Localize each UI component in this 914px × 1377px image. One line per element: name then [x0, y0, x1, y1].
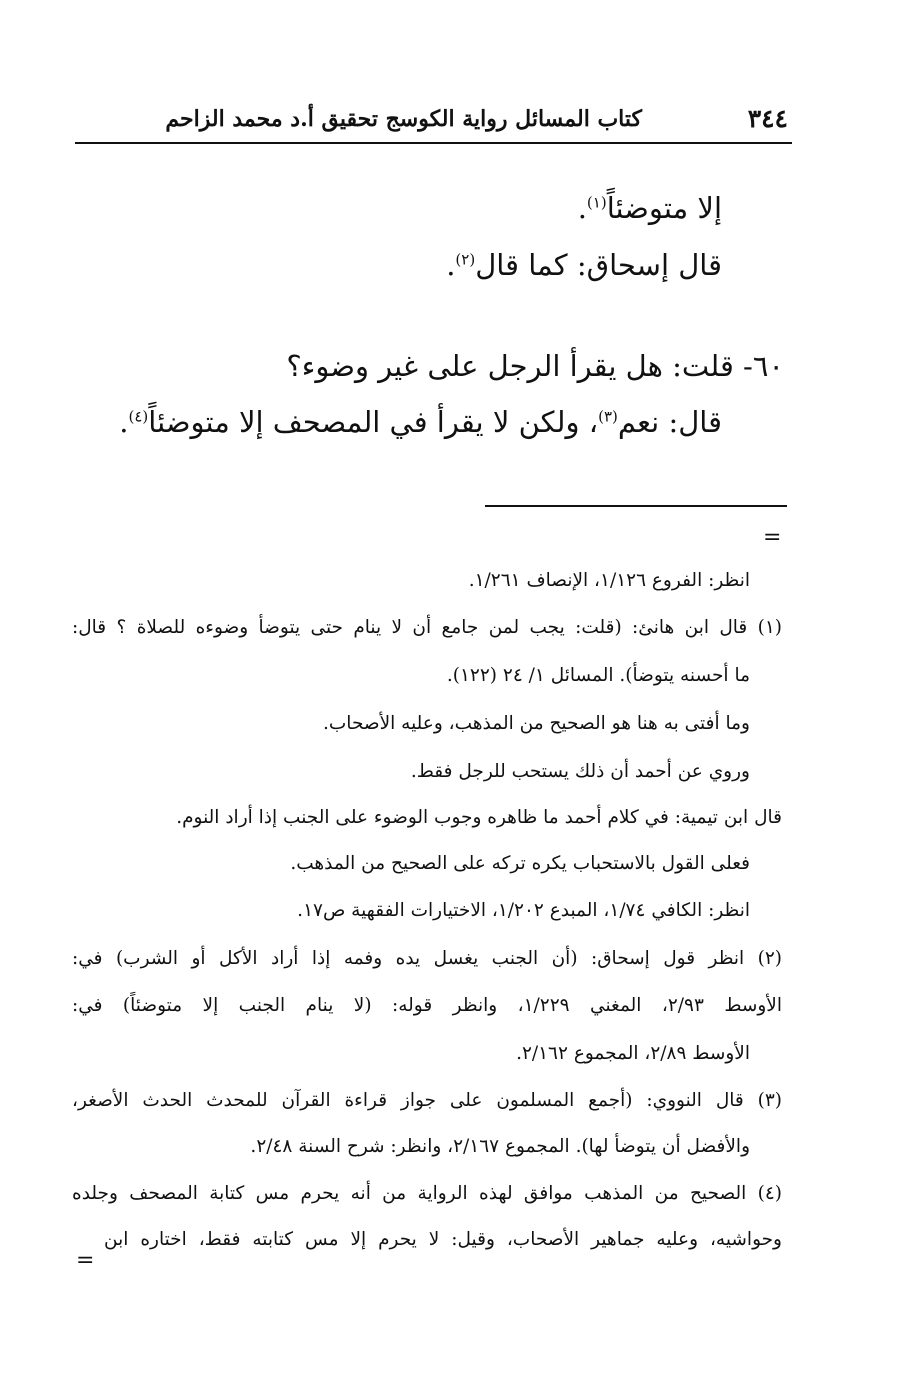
footnote-ref-2: (٢) [455, 250, 476, 269]
main-text-line-2: قال إسحاق: كما قال$^{(٢)}$. [446, 248, 722, 282]
main-text-line-1: إلا متوضئاً$^{(١)}$. [577, 191, 722, 225]
page-header [75, 98, 792, 144]
footnote-2-start: (٢) انظر قول إسحاق: (أن الجنب يغسل يده وفمه إذا أراد الأكل أو الشرب) في: [72, 948, 782, 969]
footnote-line: والأفضل أن يتوضأ لها). المجموع ٢/١٦٧، وانظر: شرح السنة ٢/٤٨. [250, 1136, 750, 1157]
page-number: ٣٤٤ [747, 104, 788, 133]
footnote-line: فعلى القول بالاستحباب يكره تركه على الصحيح من المذهب. [290, 853, 750, 874]
footnote-line: الأوسط ٢/٩٣، المغني ١/٢٢٩، وانظر قوله: (لا ينام الجنب إلا متوضئاً) في: [72, 995, 783, 1016]
footnote-ref-1: (١) [586, 193, 607, 212]
question-60: ٦٠- قلت: هل يقرأ الرجل على غير وضوء؟ [286, 349, 784, 383]
continuation-mark: = [763, 525, 782, 550]
continuation-mark-end: = [76, 1248, 95, 1273]
footnote-line: انظر: الفروع ١/١٢٦، الإنصاف ١/٢٦١. [468, 570, 750, 591]
footnote-line: قال ابن تيمية: في كلام أحمد ما ظاهره وجوب الوضوء على الجنب إذا أراد النوم. [176, 807, 782, 828]
footnote-4-start: (٤) الصحيح من المذهب موافق لهذه الرواية من أنه يحرم مس كتابة المصحف وجلده [72, 1183, 782, 1204]
footnote-ref-3: (٣) [598, 407, 618, 426]
footnote-ref-4: (٤) [128, 407, 149, 426]
footnote-1-start: (١) قال ابن هانئ: (قلت: يجب لمن جامع أن لا ينام حتى يتوضأ وضوءه للصلاة ؟ قال: [72, 617, 782, 638]
footnote-line: وما أفتى به هنا هو الصحيح من المذهب، وعليه الأصحاب. [323, 713, 750, 734]
footnote-line: الأوسط ٢/٨٩، المجموع ٢/١٦٢. [516, 1043, 750, 1064]
footnote-line: وحواشيه، وعليه جماهير الأصحاب، وقيل: لا يحرم إلا مس كتابته فقط، اختاره ابن [104, 1229, 782, 1250]
footnote-3-start: (٣) قال النووي: (أجمع المسلمون على جواز قراءة القرآن للمحدث الحدث الأصغر، [72, 1090, 782, 1111]
footnote-line: انظر: الكافي ١/٧٤، المبدع ١/٢٠٢، الاختيارات الفقهية ص١٧. [297, 900, 750, 921]
running-title: كتاب المسائل رواية الكوسج تحقيق أ.د محمد الزاحم [165, 106, 642, 132]
footnote-line: ما أحسنه يتوضأ). المسائل ١/ ٢٤ (١٢٢). [446, 665, 750, 686]
footnote-separator [485, 505, 787, 507]
answer-60: قال: نعم$^{(٣)}$، ولكن لا يقرأ في المصحف إلا متوضئاً$^{(٤)}$. [119, 405, 722, 439]
footnote-line: وروي عن أحمد أن ذلك يستحب للرجل فقط. [410, 761, 750, 782]
